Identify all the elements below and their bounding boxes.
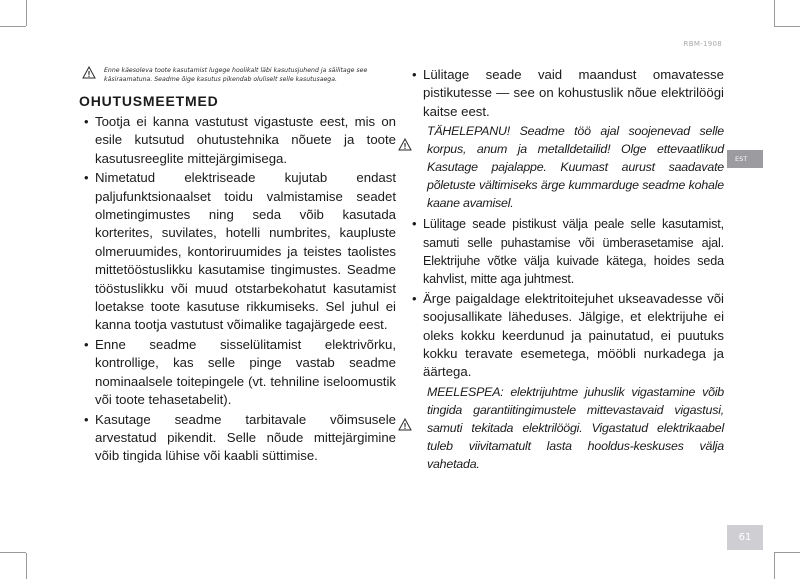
crop-mark [26,553,27,579]
crop-mark [0,552,26,553]
right-column [412,66,724,476]
list-item: • Kasutage seadme tarbitavale võimsusele arvestatud pikendit. Selle nõude mittejärgimine võib tingida lühise või kaabli süttimise. [84,411,396,464]
warning-triangle-icon [398,138,412,151]
list-item-text: Ärge paigaldage elektritoitejuhet ukseavadesse või soojusallikate läheduses. Jälgige, et elektrijuhe ei oleks kokku keerdunud ja painutatud, ei puutuks kokku teravate esemetega, mööbli nurkadega ja äärtega. [423,290,724,380]
crop-mark [774,553,775,579]
language-tab: EST [727,150,763,168]
page-number: 61 [727,525,763,550]
list-item-text: Kasutage seadme tarbitavale võimsusele arvestatud pikendit. Selle nõude mittejärgimine võib tingida lühise või kaabli süttimise. [95,411,396,464]
list-item-text: Lülitage seade vaid maandust omavatesse pistikutesse — see on kohustuslik nõue elektrilöögi kaitse eest. [423,67,724,119]
crop-mark [774,26,800,27]
list-item-text: Lülitage seade pistikust välja peale selle kasutamist, samuti selle puhastamise või ümberasetamise ajal. Elektrijuhe võtke välja kuivade kätega, hoides seda kahvlist, mitte aga juhtmest. [423,217,724,287]
model-number: RBM-1908 [683,40,722,48]
crop-mark [26,0,27,26]
list-item-text: Nimetatud elektriseade kujutab endast paljufunktsionaalset toidu valmistamise seadet olmetingimustes ning seda võib kasutada korterites, suvilates, hotelli numbrites, kaupluste olmeruumides, kontoriruumides ja teistes taolistes mittetööstuslikku kasutamise tingimustes. Seadme tööstuslikku või muud otstarbekohatut kasutamist loetakse toote kasutuse rikkumiseks. Sel juhul ei kanna tootja vastutust võimalike tagajärgede eest. [95,170,396,333]
intro-note: Enne käesoleva toote kasutamist lugege hoolikalt läbi kasutusjuhend ja säilitage see käsiraamatuna. Seadme õige kasutus pikendab oluliselt selle kasutusaega. [104,67,368,83]
list-item: • Enne seadme sisselülitamist elektrivõrku, kontrollige, kas selle pinge vastab seadme nominaalsele toitepingele (vt. tehniline iseloomustik või toote tehasetabelit). [84,336,396,408]
caution-note: TÄHELEPANU! Seadme töö ajal soojenevad selle korpus, anum ja metalldetailid! Olge ettevaatlikud Kasutage pajalappe. Kuumast aurust saadavate põletuste vältimiseks ärge kummarduge seadme kohale kaane avamisel. [427,124,724,211]
warning-triangle-icon [82,66,96,79]
list-item: • Tootja ei kanna vastutust vigastuste eest, mis on esile kutsutud ohutustehnika nõuete ja toote kasutusreeglite mittejärgimisega. [84,114,396,166]
remember-note: MEELESPEA: elektrijuhtme juhuslik vigastamine võib tingida garantiitingimustele mittevastavaid vigastusi, samuti tekitada elektrilöögi. Vigastatud elektrikaabel tuleb viivitamatult lasta hooldus-keskuses välja vahetada. [427,384,724,471]
list-item: • Lülitage seade vaid maandust omavatesse pistikutesse — see on kohustuslik nõue elektrilöögi kaitse eest. [412,67,724,119]
list-item-text: Enne seadme sisselülitamist elektrivõrku, kontrollige, kas selle pinge vastab seadme nominaalsele toitepingele (vt. tehniline iseloomustik või toote tehasetabelit). [95,336,396,408]
warning-triangle-icon [398,418,412,431]
crop-mark [774,552,800,553]
crop-mark [774,0,775,26]
list-item: • Lülitage seade pistikust välja peale selle kasutamist, samuti selle puhastamise või ümberasetamise ajal. Elektrijuhe võtke välja kuivade kätega, hoides seda kahvlist, mitte aga juhtmest. [412,216,724,287]
list-item: • Nimetatud elektriseade kujutab endast paljufunktsionaalset toidu valmistamise seadet olmetingimustes ning seda võib kasutada korterites, suvilates, hotelli numbrites, kaupluste olmeruumides, kontoriruumides ja teistes taolistes mittetööstuslikku kasutamise tingimustes. Seadme tööstuslikku või muud otstarbekohatut kasutamist loetakse toote kasutuse rikkumiseks. Sel juhul ei kanna tootja vastutust võimalike tagajärgede eest. [84,170,396,333]
left-column [84,113,396,467]
section-heading: OHUTUSMEETMED [79,93,219,109]
list-item: • Ärge paigaldage elektritoitejuhet ukseavadesse või soojusallikate läheduses. Jälgige, et elektrijuhe ei oleks kokku keerdunud ja painutatud, ei puutuks kokku teravate esemetega, mööbli nurkadega ja äärtega. [412,290,724,380]
crop-mark [0,26,26,27]
list-item-text: Tootja ei kanna vastutust vigastuste eest, mis on esile kutsutud ohutustehnika nõuete ja toote kasutusreeglite mittejärgimisega. [95,114,396,166]
